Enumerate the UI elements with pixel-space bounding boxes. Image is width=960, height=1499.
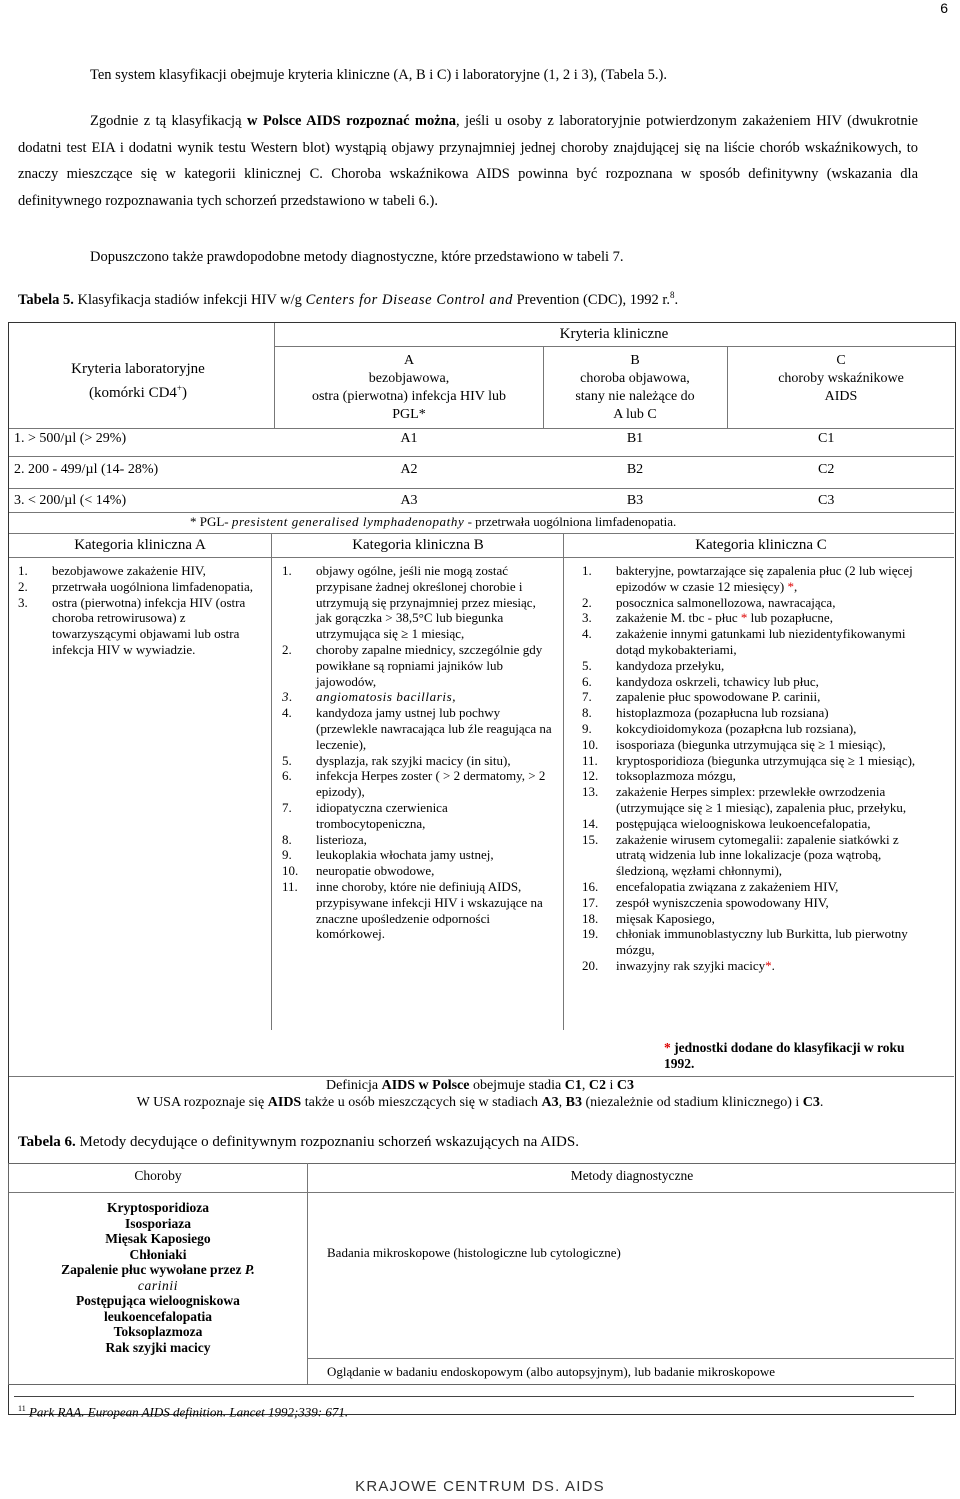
list-item: 1. bakteryjne, powtarzające się zapalenia płuc (2 lub więcej epizodów w czasie 12 miesięcy) *, xyxy=(582,563,913,594)
list-item: 5. dysplazja, rak szyjki macicy (in situ), xyxy=(282,752,511,768)
page-number: 6 xyxy=(940,0,948,16)
list-item: 9. kokcydioidomykoza (pozapłcna lub rozsiana), xyxy=(582,720,857,736)
stage-row-3-label: 3. < 200/µl (< 14%) xyxy=(14,493,127,508)
intro-paragraph-2: Zgodnie z tą klasyfikacją w Polsce AIDS rozpoznać można, jeśli u osoby z laboratoryjnie potwierdzonym zakażeniem HIV (dwukrotnie dodatni test EIA i dodatni wynik testu Western blot) wystąpią objawy przynajmniej jednej choroby znajdującej się na liście chorób wskaźnikowych, to znaczy mieszczące się w kategorii klinicznej C. Choroba wskaźnikowa AIDS powinna być rozpoznana w sposób definitywny (wskazania dla definitywnego rozpoznawania tych schorzeń przedstawiono w tabeli 6.). xyxy=(18,113,918,209)
stage-row-2-label: 2. 200 - 499/µl (14- 28%) xyxy=(14,462,159,477)
list-item: 2. posocznica salmonellozowa, nawracająca, xyxy=(582,594,836,610)
table6-methods-header: Metody diagnostyczne xyxy=(570,1168,694,1183)
category-a-list xyxy=(18,563,263,658)
table5-caption: Tabela 5. Klasyfikacja stadiów infekcji HIV w/g Centers for Disease Control and Prevention (CDC), 1992 r.$^8$. xyxy=(18,290,679,308)
list-item: 6. kandydoza oskrzeli, tchawicy lub płuc, xyxy=(582,673,819,689)
list-item: 3. zakażenie M. tbc - płuc * lub pozapłucne, xyxy=(582,610,833,626)
category-a-title: Kategoria kliniczna A xyxy=(74,537,206,553)
list-item: 10. isosporiaza (biegunka utrzymująca się ≥ 1 miesiąc), xyxy=(582,736,886,752)
list-item: 19. chłoniak immunoblastyczny lub Burkitta, lub pierwotny mózgu, xyxy=(582,926,908,958)
table6-caption: Tabela 6. Metody decydujące o definitywnym rozpoznaniu schorzeń wskazujących na AIDS. xyxy=(18,1134,579,1150)
list-item: 2. przetrwała uogólniona limfadenopatia, xyxy=(18,578,254,594)
table6-disease-list: Kryptosporidioza Isosporiaza Mięsak Kaposiego Chłoniaki Zapalenie płuc wywołane przez P. carinii Postępująca wieloogniskowa leukoencefalopatia Toksoplazmoza Rak szyjki macicy xyxy=(61,1200,255,1355)
list-item: 16. encefalopatia związana z zakażeniem HIV, xyxy=(582,878,839,894)
list-item: 5. kandydoza przełyku, xyxy=(582,657,725,673)
list-item: 4. kandydoza jamy ustnej lub pochwy (przewlekle nawracająca lub źle reagująca na leczenie), xyxy=(282,705,552,752)
category-c-list xyxy=(582,563,917,974)
list-item: 11. kryptosporidioza (biegunka utrzymująca się ≥ 1 miesiąc), xyxy=(582,752,916,768)
table6-method-microscopy: Badania mikroskopowe (histologiczne lub cytologiczne) xyxy=(327,1245,621,1260)
list-item: 18. mięsak Kaposiego, xyxy=(582,910,715,926)
list-item: 1. objawy ogólne, jeśli nie mogą zostać przypisane żadnej określonej chorobie i utrzymują się przynajmniej przez miesiąc, jak gorączka > 38,5°C lub biegunka utrzymująca się ≥ 1 miesiąc, xyxy=(282,563,536,642)
footer-organization: KRAJOWE CENTRUM DS. AIDS xyxy=(355,1478,605,1495)
column-c-header: C choroby wskaźnikowe AIDS xyxy=(778,353,904,404)
stage-c2: C2 xyxy=(818,462,835,477)
new-units-note: * jednostki dodane do klasyfikacji w roku 1992. xyxy=(664,1040,905,1071)
intro-paragraph-1: Ten system klasyfikacji obejmuje kryteria kliniczne (A, B i C) i laboratoryjne (1, 2 i 3), (Tabela 5.). xyxy=(90,67,667,83)
list-item: 11. inne choroby, które nie definiują AIDS, przypisywane infekcji HIV i wskazujące na znaczne upośledzenie odporności komórkowej. xyxy=(282,878,543,942)
column-a-header: A bezobjawowa, ostra (pierwotna) infekcja HIV lub PGL* xyxy=(311,353,507,422)
list-item: 17. zespół wyniszczenia spowodowany HIV, xyxy=(582,894,829,910)
list-item: 10. neuropatie obwodowe, xyxy=(282,863,435,879)
stage-row-1-label: 1. > 500/µl (> 29%) xyxy=(14,431,127,446)
list-item: 4. zakażenie innymi gatunkami lub niezidentyfikowanymi dotąd mykobakteriami, xyxy=(582,626,906,657)
list-item: 7. zapalenie płuc spowodowane P. carinii, xyxy=(582,689,821,705)
list-item: 13. zakażenie Herpes simplex: przewlekłe owrzodzenia (utrzymujące się ≥ 1 miesiąc), zapalenia płuc, przełyku, xyxy=(582,784,907,815)
lab-criteria-header: Kryteria laboratoryjne (komórki CD4+) xyxy=(71,361,205,401)
stage-b3: B3 xyxy=(626,493,644,508)
list-item: 2. choroby zapalne miednicy, szczególnie gdy powikłane są ropniami jajników lub jajowodów, xyxy=(282,641,543,689)
pgl-note: * PGL- presistent generalised lymphadenopathy - przetrwała uogólniona limfadenopatia. xyxy=(190,514,677,529)
stage-b2: B2 xyxy=(626,462,644,477)
list-item: 15. zakażenie wirusem cytomegalii: zapalenie siatkówki z utratą widzenia lub inne lokalizacje (poza wątrobą, śledzioną, węzłami chłonnymi), xyxy=(582,831,899,879)
list-item: 8. listerioza, xyxy=(282,831,367,847)
list-item: 14. postępująca wieloogniskowa leukoencefalopatia, xyxy=(582,815,871,831)
stage-a3: A3 xyxy=(400,493,418,508)
aids-definition: Definicja AIDS w Polsce obejmuje stadia C1, C2 i C3 W USA rozpoznaje się AIDS także u osób mieszczących się w stadiach A3, B3 (niezależnie od stadium klinicznego) i C3. xyxy=(136,1078,824,1110)
stage-c1: C1 xyxy=(818,431,835,446)
table6-diseases-header: Choroby xyxy=(134,1168,182,1183)
list-item: 6. infekcja Herpes zoster ( > 2 dermatomy, > 2 epizody), xyxy=(282,768,546,800)
stage-a1: A1 xyxy=(400,431,418,446)
category-b-list xyxy=(282,563,554,942)
category-c-title: Kategoria kliniczna C xyxy=(695,537,827,553)
list-item: 20. inwazyjny rak szyjki macicy*. xyxy=(582,957,775,973)
footnote: $^{11}$ Park RAA. European AIDS definition. Lancet 1992;339: 671. xyxy=(18,1404,349,1420)
list-item: 3. ostra (pierwotna) infekcja HIV (ostra choroba retrowirusowa) z towarzyszącymi objawami lub ostra infekcja HIV w wywiadzie. xyxy=(18,594,246,657)
list-item: 9. leukoplakia włochata jamy ustnej, xyxy=(282,847,494,863)
list-item: 1. bezobjawowe zakażenie HIV, xyxy=(18,563,206,578)
list-item: 8. histoplazmoza (pozapłucna lub rozsiana) xyxy=(582,705,829,721)
stage-c3: C3 xyxy=(818,493,835,508)
list-item: 12. toksoplazmoza mózgu, xyxy=(582,768,736,784)
intro-paragraph-3: Dopuszczono także prawdopodobne metody diagnostyczne, które przedstawiono w tabeli 7. xyxy=(90,249,624,265)
table6-method-endoscopy: Oglądanie w badaniu endoskopowym (albo autopsyjnym), lub badanie mikroskopowe xyxy=(327,1364,776,1379)
column-b-header: B choroba objawowa, stany nie należące do A lub C xyxy=(575,353,695,422)
stage-a2: A2 xyxy=(400,462,418,477)
category-b-title: Kategoria kliniczna B xyxy=(352,537,484,553)
clinical-criteria-header: Kryteria kliniczne xyxy=(559,326,669,342)
list-item: 7. idiopatyczna czerwienica trombocytopeniczna, xyxy=(282,799,448,831)
stage-b1: B1 xyxy=(626,431,644,446)
list-item: 3. angiomatosis bacillaris, xyxy=(282,689,457,705)
